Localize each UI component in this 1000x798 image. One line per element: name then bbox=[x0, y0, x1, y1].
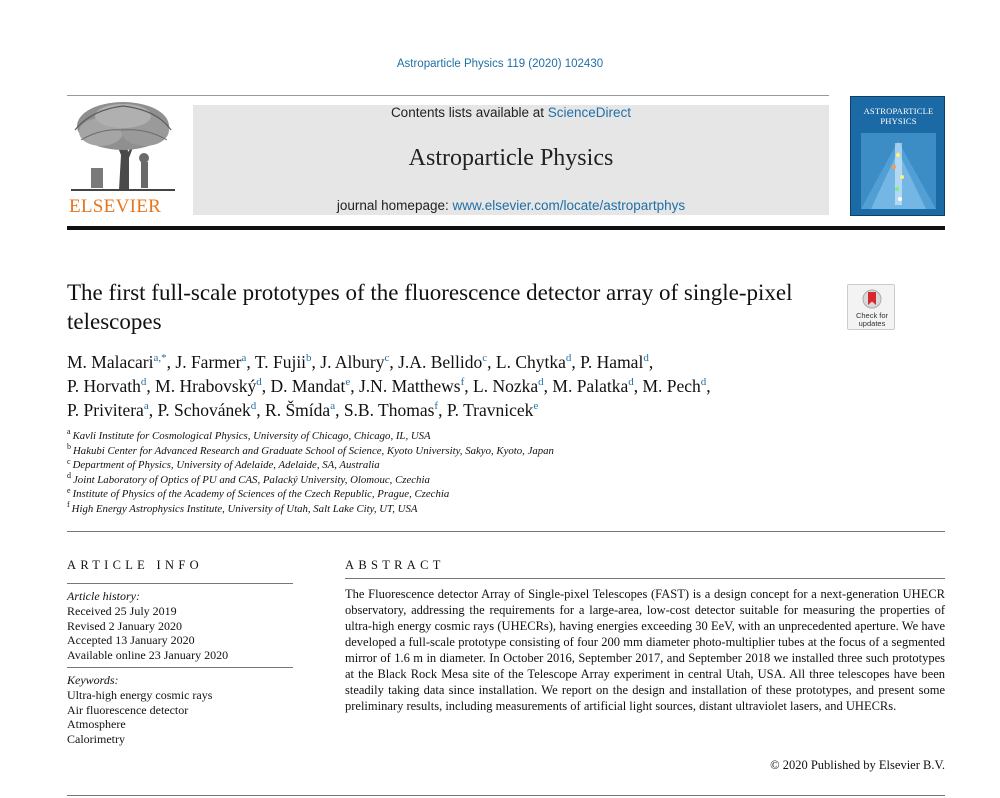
header-rule bbox=[67, 95, 829, 96]
author-separator: , bbox=[335, 400, 344, 420]
author-name[interactable]: M. Hrabovský bbox=[155, 376, 257, 396]
author-separator: , bbox=[706, 376, 711, 396]
author-affiliation-marker[interactable]: c bbox=[482, 352, 488, 365]
author[interactable] bbox=[157, 400, 265, 420]
author-affiliation-marker[interactable]: d bbox=[538, 376, 544, 389]
author-separator: , bbox=[438, 400, 447, 420]
journal-homepage-link[interactable]: www.elsevier.com/locate/astropartphys bbox=[452, 198, 686, 213]
author[interactable] bbox=[580, 352, 653, 372]
journal-cover-image[interactable] bbox=[850, 96, 945, 216]
author-separator: , bbox=[261, 376, 271, 396]
author[interactable] bbox=[496, 352, 580, 372]
contents-line bbox=[193, 105, 829, 120]
author-separator: , bbox=[389, 352, 399, 372]
author[interactable] bbox=[67, 400, 157, 420]
journal-title[interactable]: Astroparticle Physics bbox=[408, 145, 614, 171]
author[interactable] bbox=[67, 376, 155, 396]
journal-banner bbox=[193, 105, 829, 215]
author[interactable] bbox=[642, 376, 710, 396]
affiliation-text: High Energy Astrophysics Institute, University of Utah, Salt Lake City, UT, USA bbox=[71, 502, 418, 515]
affiliation-key: b bbox=[67, 442, 71, 451]
keywords-label: Keywords: bbox=[67, 673, 119, 687]
article-history bbox=[67, 589, 297, 663]
affiliation-item bbox=[67, 502, 867, 517]
history-entry: Received 25 July 2019 bbox=[67, 603, 177, 618]
author-name[interactable]: M. Pech bbox=[642, 376, 701, 396]
article-history-list bbox=[67, 604, 297, 663]
affiliation-key: d bbox=[67, 471, 71, 481]
affiliation-text: Department of Physics, University of Adelaide, Adelaide, SA, Australia bbox=[72, 459, 380, 472]
author-name[interactable]: R. Šmída bbox=[265, 400, 331, 420]
author-affiliation-marker[interactable]: d bbox=[628, 376, 634, 389]
author-separator: , bbox=[311, 352, 321, 372]
check-for-updates-button[interactable] bbox=[847, 284, 895, 330]
author-affiliation-marker[interactable]: e bbox=[345, 376, 351, 389]
affiliation-key: c bbox=[67, 456, 71, 466]
author-affiliation-marker[interactable]: f bbox=[434, 400, 439, 413]
author[interactable] bbox=[344, 400, 447, 420]
author-affiliation-marker[interactable]: a bbox=[330, 400, 336, 413]
sciencedirect-link[interactable]: ScienceDirect bbox=[547, 105, 632, 120]
author-name[interactable]: T. Fujii bbox=[254, 352, 307, 372]
author-affiliation-marker[interactable]: c bbox=[384, 352, 390, 365]
affiliation-key: e bbox=[67, 485, 71, 495]
author-name[interactable]: D. Mandat bbox=[270, 376, 346, 396]
author-affiliation-marker[interactable]: a bbox=[143, 400, 149, 413]
author[interactable] bbox=[155, 376, 270, 396]
homepage-line bbox=[193, 198, 829, 213]
author-name[interactable]: L. Chytka bbox=[495, 352, 566, 372]
affiliation-text: Joint Laboratory of Optics of PU and CAS, Palacký University, Olomouc, Czechia bbox=[73, 473, 430, 486]
contents-prefix: Contents lists available at bbox=[390, 105, 548, 120]
author-affiliation-marker[interactable]: d bbox=[565, 352, 572, 365]
copyright-notice: © 2020 Published by Elsevier B.V. bbox=[770, 758, 945, 772]
keyword-item: Air fluorescence detector bbox=[67, 702, 189, 717]
abstract-text: The Fluorescence detector Array of Single-pixel Telescopes (FAST) is a design concept for a next-generation UHECR observatory, addressing the requirements for a large-area, low-cost detector suitable for measuring the properties of ultra-high energy cosmic rays (UHECRs), having energies exceeding 30 EeV, with an unprecedented aperture. We have developed a full-scale prototype consisting of four 200 mm diameter photo-multiplier tubes at the focus of a segmented mirror of 1.6 m in diameter. In October 2016, September 2017, and September 2018 we installed three such prototypes at the Black Rock Mesa site of the Telescope Array experiment in central Utah, USA. All three telescopes have been steadily taking data since installation. We report on the design and installation of these prototypes, and present some preliminary results, including measurements of artificial light sources, distant ultraviolet lasers, and UHECRs. bbox=[345, 587, 945, 713]
author-separator: , bbox=[464, 376, 474, 396]
affiliation-text: Institute of Physics of the Academy of Sciences of the Czech Republic, Prague, Czechia bbox=[72, 488, 450, 501]
keyword-item: Calorimetry bbox=[67, 732, 125, 747]
elsevier-tree-icon bbox=[71, 100, 175, 194]
author-name[interactable]: J.N. Matthews bbox=[359, 376, 461, 396]
author-affiliation-marker[interactable]: d bbox=[256, 376, 262, 389]
affiliation-text: Kavli Institute for Cosmological Physics, University of Chicago, Chicago, IL, USA bbox=[72, 430, 431, 442]
abstract-rule bbox=[345, 578, 945, 579]
author-affiliation-marker[interactable]: d bbox=[140, 376, 147, 389]
affiliation-item bbox=[67, 458, 867, 473]
author-affiliation-marker[interactable]: d bbox=[700, 376, 707, 389]
author-affiliation-marker[interactable]: e bbox=[533, 400, 539, 413]
article-info-rule-middle bbox=[67, 667, 293, 668]
affiliation-item bbox=[67, 473, 867, 488]
author-affiliation-marker[interactable]: f bbox=[460, 376, 465, 389]
author[interactable] bbox=[552, 376, 642, 396]
author-separator: , bbox=[487, 352, 496, 372]
author[interactable] bbox=[255, 352, 320, 372]
section-divider bbox=[67, 531, 945, 532]
cover-art-icon bbox=[861, 133, 936, 209]
affiliation-key: f bbox=[67, 500, 70, 510]
history-entry: Accepted 13 January 2020 bbox=[67, 633, 195, 648]
cover-title bbox=[851, 106, 945, 126]
author[interactable] bbox=[271, 376, 360, 396]
affiliation-text: Hakubi Center for Advanced Research and Graduate School of Science, Kyoto University, Sakyo, Kyoto, Japan bbox=[73, 444, 554, 457]
affiliation-item bbox=[67, 429, 867, 444]
author-name[interactable]: J. Farmer bbox=[175, 352, 242, 372]
author-list bbox=[67, 350, 867, 422]
author-name[interactable]: P. Horvath bbox=[67, 376, 141, 396]
author-name[interactable]: L. Nozka bbox=[473, 376, 539, 396]
author-name[interactable]: P. Privitera bbox=[67, 400, 144, 420]
check-updates-line2: updates bbox=[858, 319, 886, 328]
article-info-rule-top bbox=[67, 583, 293, 584]
homepage-prefix: journal homepage: bbox=[336, 198, 453, 213]
affiliation-item bbox=[67, 444, 867, 459]
author[interactable] bbox=[67, 352, 175, 372]
author-name[interactable]: P. Schovánek bbox=[157, 400, 251, 420]
author-separator: , bbox=[246, 352, 255, 372]
keyword-item: Atmosphere bbox=[67, 717, 126, 732]
author-name[interactable]: M. Malacari bbox=[67, 352, 154, 372]
author[interactable] bbox=[265, 400, 344, 420]
affiliation-item bbox=[67, 487, 867, 502]
keywords-block bbox=[67, 673, 297, 747]
author-name[interactable]: M. Palatka bbox=[552, 376, 629, 396]
author-separator: , bbox=[166, 352, 176, 372]
article-info-heading: ARTICLE INFO bbox=[67, 558, 203, 572]
journal-citation-link[interactable]: Astroparticle Physics 119 (2020) 102430 bbox=[396, 58, 604, 70]
history-entry: Available online 23 January 2020 bbox=[67, 648, 229, 663]
author-affiliation-marker[interactable]: d bbox=[250, 400, 257, 413]
bottom-rule bbox=[67, 795, 945, 796]
publisher-logo[interactable] bbox=[67, 100, 187, 218]
author[interactable] bbox=[447, 400, 538, 420]
header-thick-rule bbox=[67, 226, 945, 230]
affiliation-key: a bbox=[67, 427, 71, 437]
author-separator: , bbox=[571, 352, 581, 372]
author-separator: , bbox=[543, 376, 553, 396]
article-history-label: Article history: bbox=[67, 589, 140, 603]
author-name[interactable]: J.A. Bellido bbox=[398, 352, 483, 372]
author-affiliation-marker[interactable]: a,* bbox=[153, 352, 167, 365]
author-separator: , bbox=[146, 376, 156, 396]
publisher-name: ELSEVIER bbox=[69, 196, 162, 217]
author-separator: , bbox=[350, 376, 359, 396]
author[interactable] bbox=[473, 376, 552, 396]
author-affiliation-marker[interactable]: b bbox=[306, 352, 312, 365]
cover-title-line2: PHYSICS bbox=[880, 116, 917, 126]
cover-title-line1: ASTROPARTICLE bbox=[863, 106, 934, 116]
author[interactable] bbox=[359, 376, 473, 396]
history-entry: Revised 2 January 2020 bbox=[67, 618, 182, 633]
author-name[interactable]: P. Hamal bbox=[580, 352, 644, 372]
author-separator: , bbox=[633, 376, 643, 396]
author-affiliation-marker[interactable]: d bbox=[643, 352, 649, 365]
author[interactable] bbox=[175, 352, 254, 372]
author-name[interactable]: J. Albury bbox=[320, 352, 385, 372]
author[interactable] bbox=[398, 352, 496, 372]
author[interactable] bbox=[320, 352, 398, 372]
check-updates-label bbox=[848, 312, 896, 328]
article-title: The first full-scale prototypes of the fluorescence detector array of single-pixel telescopes bbox=[67, 280, 793, 334]
author-name[interactable]: S.B. Thomas bbox=[343, 400, 435, 420]
keywords-list bbox=[67, 688, 297, 747]
affiliation-list bbox=[67, 429, 867, 517]
author-separator: , bbox=[256, 400, 266, 420]
bookmark-icon bbox=[862, 289, 882, 311]
author-name[interactable]: P. Travnicek bbox=[446, 400, 534, 420]
abstract-heading: ABSTRACT bbox=[345, 558, 445, 572]
author-separator: , bbox=[648, 352, 654, 372]
keyword-item: Ultra-high energy cosmic rays bbox=[67, 687, 213, 702]
author-affiliation-marker[interactable]: a bbox=[241, 352, 247, 365]
check-updates-line1: Check for bbox=[855, 311, 889, 320]
author-separator: , bbox=[148, 400, 158, 420]
